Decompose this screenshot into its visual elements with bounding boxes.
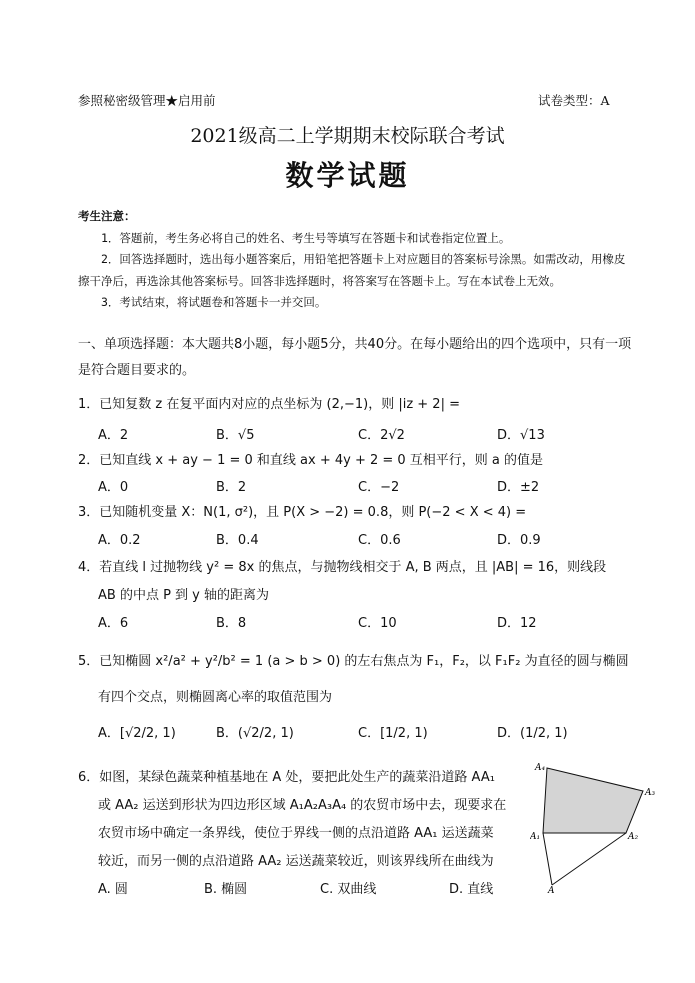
question-5-option-c: C．[1/2, 1) <box>358 726 428 741</box>
notice-heading: 考生注意： <box>78 209 136 223</box>
question-6-option-d: D. 直线 <box>449 882 494 897</box>
question-2-option-a: A．0 <box>98 480 129 495</box>
question-6-option-b: B. 椭圆 <box>204 882 248 897</box>
road-aa2 <box>552 833 626 885</box>
label-a3: A₃ <box>645 788 656 798</box>
notice-block <box>78 206 628 314</box>
question-4-option-b: B．8 <box>216 616 247 631</box>
question-5-option-d: D．(1/2, 1) <box>497 726 568 741</box>
road-aa1 <box>543 833 552 885</box>
question-2-option-c: C．−2 <box>358 480 400 495</box>
label-a2: A₂ <box>628 832 639 842</box>
question-4-stem-line-2: AB 的中点 P 到 y 轴的距离为 <box>98 588 270 603</box>
question-3-stem: 3．已知随机变量 X：N(1, σ²)，且 P(X > −2) = 0.8，则 P(−2 < X < 4) = <box>78 505 527 520</box>
section-intro: 一、单项选择题：本大题共8小题，每小题5分，共40分。在每小题给出的四个选项中，只有一项是符合题目要求的。 <box>78 337 632 378</box>
question-1-option-a: A．2 <box>98 428 129 443</box>
question-3-option-a: A．0.2 <box>98 533 141 548</box>
question-6-stem-line-1: 6．如图，某绿色蔬菜种植基地在 A 处，要把此处生产的蔬菜沿道路 AA₁ <box>78 770 495 785</box>
question-1-stem: 1．已知复数 z 在复平面内对应的点坐标为 (2,−1)，则 |iz + 2| = <box>78 397 460 412</box>
question-4-option-d: D．12 <box>497 616 537 631</box>
quadrilateral-figure <box>530 760 660 895</box>
notice-item-3: 3．考试结束，将试题卷和答题卡一并交回。 <box>101 295 327 309</box>
question-6-stem-line-3: 农贸市场中确定一条界线，使位于界线一侧的点沿道路 AA₁ 运送蔬菜 <box>98 826 494 841</box>
question-5-option-a: A．[√2/2, 1) <box>98 726 176 741</box>
question-4-option-c: C．10 <box>358 616 397 631</box>
subject-title: 数学试题 <box>285 159 410 192</box>
question-1-option-c: C．2√2 <box>358 428 405 443</box>
confidentiality-label: 参照秘密级管理★启用前 <box>78 93 216 108</box>
question-1-option-d: D．√13 <box>497 428 545 443</box>
label-a1: A₁ <box>530 832 541 842</box>
question-6-stem-line-2: 或 AA₂ 运送到形状为四边形区域 A₁A₂A₃A₄ 的农贸市场中去，现要求在 <box>98 798 507 813</box>
question-5-stem-line-2: 有四个交点，则椭圆离心率的取值范围为 <box>98 690 333 705</box>
question-6-stem-line-4: 较近，而另一侧的点沿道路 AA₂ 运送蔬菜较近，则该界线所在曲线为 <box>98 854 494 869</box>
question-3-option-d: D．0.9 <box>497 533 541 548</box>
question-3-option-c: C．0.6 <box>358 533 401 548</box>
market-region <box>543 768 643 833</box>
question-6-option-a: A. 圆 <box>98 882 128 897</box>
question-1-option-b: B．√5 <box>216 428 255 443</box>
question-6-option-c: C. 双曲线 <box>320 882 377 897</box>
question-5-stem-line-1: 5．已知椭圆 x²/a² + y²/b² = 1 (a > b > 0) 的左右焦点为 F₁，F₂，以 F₁F₂ 为直径的圆与椭圆 <box>78 654 629 669</box>
exam-title: 2021级高二上学期期末校际联合考试 <box>190 125 505 147</box>
question-2-option-d: D．±2 <box>497 480 540 495</box>
question-5-option-b: B．(√2/2, 1) <box>216 726 294 741</box>
notice-item-1: 1．答题前，考生务必将自己的姓名、考生号等填写在答题卡和试卷指定位置上。 <box>101 230 511 245</box>
question-2-option-b: B．2 <box>216 480 247 495</box>
question-4-option-a: A．6 <box>98 616 129 631</box>
question-3-option-b: B．0.4 <box>216 533 259 548</box>
label-a4: A₄ <box>535 763 546 773</box>
notice-item-2: 2．回答选择题时，选出每小题答案后，用铅笔把答题卡上对应题目的答案标号涂黑。如需改动，用橡皮擦干净后，再选涂其他答案标号。回答非选择题时，将答案写在答题卡上。写在本试卷上无效。 <box>78 252 626 288</box>
question-4-stem-line-1: 4．若直线 l 过抛物线 y² = 8x 的焦点，与抛物线相交于 A, B 两点，且 |AB| = 16，则线段 <box>78 560 607 575</box>
label-a: A <box>548 886 555 895</box>
paper-type-label: 试卷类型：A <box>538 93 610 108</box>
question-2-stem: 2．已知直线 x + ay − 1 = 0 和直线 ax + 4y + 2 = 0 互相平行，则 a 的值是 <box>78 453 544 468</box>
